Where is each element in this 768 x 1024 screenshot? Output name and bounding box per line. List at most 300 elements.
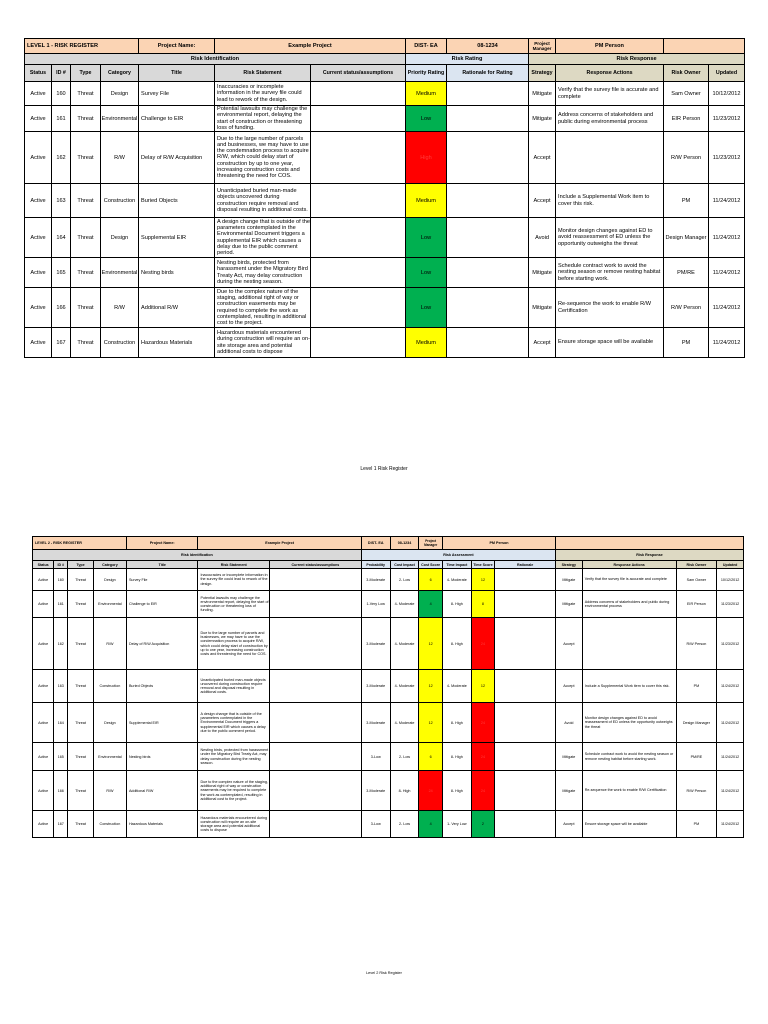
risk-row [25, 132, 745, 184]
owner-cell: EIR Person [676, 591, 717, 618]
updated-cell: 11/23/2012 [717, 618, 744, 670]
header-category: Category [93, 561, 126, 569]
register-title: LEVEL 1 - RISK REGISTER [25, 39, 139, 54]
title-cell: Challenge to EIR [126, 591, 198, 618]
statement-cell: Due to the complex nature of the staging, additional right of way or construction easements may be required to complete the work as contemplated, resulting in additional cost to the project. [198, 771, 270, 811]
header-cost-score: Cost Score [419, 561, 442, 569]
strategy-cell: Mitigate [556, 591, 583, 618]
header-status: Status [33, 561, 54, 569]
id-cell: 160 [54, 569, 68, 591]
time-impact-cell: 8- High [442, 618, 471, 670]
owner-cell: R/W Person [664, 132, 709, 184]
time-impact-cell: 1- Very Low [442, 811, 471, 838]
statement-cell: Due to the complex nature of the staging, additional right of way or construction easements may be required to complete the work as contemplated, resulting in additional cost to the project. [215, 288, 311, 328]
type-cell: Threat [71, 82, 101, 106]
owner-cell: Sam Owner [676, 569, 717, 591]
updated-cell: 10/12/2012 [717, 569, 744, 591]
category-cell: Construction [101, 328, 139, 358]
rationale-cell [495, 618, 556, 670]
updated-cell: 11/24/2012 [717, 670, 744, 703]
category-cell: Design [101, 82, 139, 106]
category-cell: Construction [101, 184, 139, 218]
type-cell: Threat [68, 771, 94, 811]
category-cell: Construction [93, 811, 126, 838]
header-row [25, 65, 745, 82]
risk-row [25, 218, 745, 258]
updated-cell: 11/24/2012 [709, 258, 745, 288]
statement-cell: Unanticipated buried man-made objects uncovered during construction require removal and disposal resulting in additional costs. [215, 184, 311, 218]
cost-score-cell: 12 [419, 618, 442, 670]
current-status-cell [311, 258, 406, 288]
id-cell: 162 [52, 132, 71, 184]
header-current-status-assumptions: Current status/assumptions [311, 65, 406, 82]
response-actions-cell: Include a Supplemental Work item to cover this risk. [582, 670, 676, 703]
time-score-cell: 12 [471, 569, 494, 591]
strategy-cell: Accept [529, 328, 556, 358]
id-cell: 163 [54, 670, 68, 703]
type-cell: Threat [68, 743, 94, 771]
status-cell: Active [33, 811, 54, 838]
category-cell: R/W [93, 618, 126, 670]
statement-cell: Inaccuracies or incomplete information in the survey file could lead to rework of the design. [215, 82, 311, 106]
strategy-cell: Mitigate [556, 569, 583, 591]
id-cell: 166 [52, 288, 71, 328]
response-actions-cell: Ensure storage space will be available [582, 811, 676, 838]
probability-cell: 3-Low [361, 811, 390, 838]
level1-caption: Level 1 Risk Register [360, 466, 408, 472]
status-cell: Active [33, 743, 54, 771]
response-actions-cell: Address concerns of stakeholders and public during environmental process [582, 591, 676, 618]
title-cell: Buried Objects [139, 184, 215, 218]
owner-cell: Design Manager [676, 703, 717, 743]
id-cell: 164 [52, 218, 71, 258]
time-impact-cell: 8- High [442, 591, 471, 618]
rationale-cell [447, 218, 529, 258]
id-cell: 163 [52, 184, 71, 218]
header-time-score: Time Score [471, 561, 494, 569]
id-cell: 167 [54, 811, 68, 838]
current-status-cell [270, 591, 362, 618]
pm-value: PM Person [442, 537, 555, 550]
title-cell: Supplemental EIR [139, 218, 215, 258]
risk-row [33, 743, 744, 771]
current-status-cell [270, 743, 362, 771]
response-actions-cell: Monitor design changes against ED to avoid reassessment of ED unless the opportunity outweighs the threat [556, 218, 664, 258]
strategy-cell: Mitigate [529, 82, 556, 106]
status-cell: Active [25, 258, 52, 288]
rationale-cell [495, 743, 556, 771]
status-cell: Active [33, 569, 54, 591]
title-blank [556, 537, 744, 550]
statement-cell: Due to the large number of parcels and businesses, we may have to use the condemnation process to acquire R/W, which could delay start of construction by up to one year, increasing construction costs and threatening the need for COS. [215, 132, 311, 184]
section-risk-identification: Risk Identification [25, 54, 406, 65]
status-cell: Active [33, 703, 54, 743]
header-time-impact: Time Impact [442, 561, 471, 569]
status-cell: Active [33, 670, 54, 703]
status-cell: Active [33, 618, 54, 670]
type-cell: Threat [71, 288, 101, 328]
statement-cell: Potential lawsuits may challenge the environmental report, delaying the start of construction or threatening loss of funding. [215, 106, 311, 132]
time-impact-cell: 8- High [442, 703, 471, 743]
header-id: ID # [54, 561, 68, 569]
pm-label: Project Manager [529, 39, 556, 54]
current-status-cell [311, 82, 406, 106]
rationale-cell [447, 288, 529, 328]
strategy-cell: Accept [529, 132, 556, 184]
probability-cell: 3-Moderate [361, 771, 390, 811]
title-cell: Delay of R/W Acquisition [139, 132, 215, 184]
updated-cell: 11/24/2012 [709, 288, 745, 328]
type-cell: Threat [71, 258, 101, 288]
rationale-cell [447, 82, 529, 106]
statement-cell: Potential lawsuits may challenge the environmental report, delaying the start of construction or threatening loss of funding. [198, 591, 270, 618]
title-blank [664, 39, 745, 54]
rationale-cell [447, 184, 529, 218]
project-name-label: Project Name: [139, 39, 215, 54]
updated-cell: 11/24/2012 [709, 218, 745, 258]
header-response-actions: Response Actions [556, 65, 664, 82]
statement-cell: Inaccuracies or incomplete information in the survey file could lead to rework of the design. [198, 569, 270, 591]
header-type: Type [68, 561, 94, 569]
strategy-cell: Mitigate [556, 771, 583, 811]
status-cell: Active [25, 218, 52, 258]
section-risk-assessment: Risk Assessment [361, 550, 555, 561]
risk-row [33, 591, 744, 618]
strategy-cell: Avoid [529, 218, 556, 258]
category-cell: Design [101, 218, 139, 258]
header-risk-statement: Risk Statement [215, 65, 311, 82]
statement-cell: Nesting birds, protected from harassment under the Migratory Bird Treaty Act, may delay construction during the nesting season. [215, 258, 311, 288]
type-cell: Threat [71, 218, 101, 258]
time-score-cell: 24 [471, 771, 494, 811]
owner-cell: EIR Person [664, 106, 709, 132]
project-name-label: Project Name: [126, 537, 198, 550]
pm-value: PM Person [556, 39, 664, 54]
header-updated: Updated [717, 561, 744, 569]
risk-row [25, 328, 745, 358]
cost-score-cell: 24 [419, 771, 442, 811]
dist-label: DIST- EA [406, 39, 447, 54]
priority-cell: Medium [406, 82, 447, 106]
current-status-cell [311, 288, 406, 328]
time-impact-cell: 8- High [442, 771, 471, 811]
response-actions-cell: Schedule contract work to avoid the nesting season or remove nesting habitat before starting work. [556, 258, 664, 288]
time-impact-cell: 4- Moderate [442, 569, 471, 591]
status-cell: Active [25, 328, 52, 358]
current-status-cell [311, 218, 406, 258]
statement-cell: Unanticipated buried man-made objects uncovered during construction require removal and disposal resulting in additional costs. [198, 670, 270, 703]
status-cell: Active [25, 184, 52, 218]
updated-cell: 11/24/2012 [717, 743, 744, 771]
header-rationale-for-rating: Rationale for Rating [447, 65, 529, 82]
current-status-cell [270, 670, 362, 703]
risk-row [33, 618, 744, 670]
level1-risk-register-table [24, 38, 745, 358]
strategy-cell: Mitigate [529, 288, 556, 328]
id-cell: 162 [54, 618, 68, 670]
rationale-cell [495, 670, 556, 703]
header-risk-statement: Risk Statement [198, 561, 270, 569]
owner-cell: R/W Person [664, 288, 709, 328]
cost-score-cell: 4 [419, 591, 442, 618]
cost-score-cell: 4 [419, 811, 442, 838]
id-cell: 165 [54, 743, 68, 771]
strategy-cell: Accept [556, 670, 583, 703]
updated-cell: 11/24/2012 [717, 811, 744, 838]
updated-cell: 11/24/2012 [709, 184, 745, 218]
title-cell: Survey File [139, 82, 215, 106]
updated-cell: 11/24/2012 [717, 771, 744, 811]
level1-rows [25, 82, 745, 358]
risk-row [25, 82, 745, 106]
probability-cell: 3-Moderate [361, 618, 390, 670]
header-response-actions: Response Actions [582, 561, 676, 569]
risk-row [25, 184, 745, 218]
header-updated: Updated [709, 65, 745, 82]
header-status: Status [25, 65, 52, 82]
level2-risk-register-table [32, 536, 744, 838]
statement-cell: Due to the large number of parcels and businesses, we may have to use the condemnation process to acquire R/W, which could delay start of construction by up to one year, increasing construction costs and threatening the need for COS. [198, 618, 270, 670]
id-cell: 165 [52, 258, 71, 288]
header-row [33, 561, 744, 569]
response-actions-cell: Re-sequence the work to enable R/W Certification [582, 771, 676, 811]
owner-cell: PM [676, 670, 717, 703]
owner-cell: PM [664, 184, 709, 218]
statement-cell: Hazardous materials encountered during construction will require an on-site storage area and potential additional costs to dispose [215, 328, 311, 358]
response-actions-cell: Address concerns of stakeholders and public during environmental process [556, 106, 664, 132]
statement-cell: Nesting birds, protected from harassment under the Migratory Bird Treaty Act, may delay construction during the nesting season. [198, 743, 270, 771]
title-cell: Nesting birds [126, 743, 198, 771]
current-status-cell [270, 618, 362, 670]
category-cell: Construction [93, 670, 126, 703]
header-current-status-assumptions: Current status/assumptions [270, 561, 362, 569]
dist-label: DIST- EA [361, 537, 390, 550]
cost-score-cell: 12 [419, 670, 442, 703]
cost-impact-cell: 4- Moderate [390, 591, 419, 618]
response-actions-cell: Monitor design changes against ED to avoid reassessment of ED unless the opportunity outweighs the threat [582, 703, 676, 743]
owner-cell: PM [676, 811, 717, 838]
section-risk-identification: Risk Identification [33, 550, 362, 561]
id-cell: 166 [54, 771, 68, 811]
owner-cell: PM [664, 328, 709, 358]
cost-score-cell: 6 [419, 743, 442, 771]
header-priority-rating: Priority Rating [406, 65, 447, 82]
title-cell: Supplemental EIR [126, 703, 198, 743]
type-cell: Threat [68, 703, 94, 743]
category-cell: Environmental [93, 743, 126, 771]
risk-row [33, 771, 744, 811]
risk-row [33, 811, 744, 838]
type-cell: Threat [68, 591, 94, 618]
response-actions-cell [582, 618, 676, 670]
category-cell: Design [93, 703, 126, 743]
level2-caption: Level 2 Risk Register [366, 971, 402, 975]
current-status-cell [270, 703, 362, 743]
updated-cell: 11/23/2012 [709, 106, 745, 132]
register-title: LEVEL 2 - RISK REGISTER [33, 537, 127, 550]
section-risk-response: Risk Response [529, 54, 745, 65]
time-score-cell: 24 [471, 743, 494, 771]
header-strategy: Strategy [529, 65, 556, 82]
project-name: Example Project [198, 537, 361, 550]
probability-cell: 3-Low [361, 743, 390, 771]
id-cell: 167 [52, 328, 71, 358]
title-cell: Challenge to EIR [139, 106, 215, 132]
updated-cell: 11/24/2012 [717, 703, 744, 743]
type-cell: Threat [71, 184, 101, 218]
time-score-cell: 2 [471, 811, 494, 838]
probability-cell: 1-Very Low [361, 591, 390, 618]
cost-impact-cell: 2- Low [390, 811, 419, 838]
time-score-cell: 24 [471, 703, 494, 743]
current-status-cell [311, 132, 406, 184]
owner-cell: PM/RE [676, 743, 717, 771]
type-cell: Threat [68, 569, 94, 591]
updated-cell: 11/23/2012 [717, 591, 744, 618]
cost-impact-cell: 4- Moderate [390, 670, 419, 703]
category-cell: Environmental [101, 106, 139, 132]
rationale-cell [495, 569, 556, 591]
type-cell: Threat [68, 811, 94, 838]
strategy-cell: Mitigate [529, 106, 556, 132]
id-cell: 160 [52, 82, 71, 106]
title-cell: Hazardous Materials [126, 811, 198, 838]
cost-impact-cell: 2- Low [390, 569, 419, 591]
owner-cell: R/W Person [676, 618, 717, 670]
header-risk-owner: Risk Owner [664, 65, 709, 82]
priority-cell: Low [406, 106, 447, 132]
time-impact-cell: 4- Moderate [442, 670, 471, 703]
owner-cell: Sam Owner [664, 82, 709, 106]
time-impact-cell: 8- High [442, 743, 471, 771]
priority-cell: Medium [406, 184, 447, 218]
risk-row [33, 670, 744, 703]
status-cell: Active [33, 771, 54, 811]
strategy-cell: Accept [556, 618, 583, 670]
response-actions-cell: Schedule contract work to avoid the nesting season or remove nesting habitat before starting work. [582, 743, 676, 771]
header-category: Category [101, 65, 139, 82]
status-cell: Active [33, 591, 54, 618]
statement-cell: A design change that is outside of the parameters contemplated in the Environmental Document triggers a supplemental EIR which causes a delay due to the public comment period. [198, 703, 270, 743]
probability-cell: 3-Moderate [361, 569, 390, 591]
id-cell: 161 [52, 106, 71, 132]
owner-cell: PM/RE [664, 258, 709, 288]
category-cell: R/W [101, 288, 139, 328]
updated-cell: 11/24/2012 [709, 328, 745, 358]
statement-cell: A design change that is outside of the parameters contemplated in the Environmental Document triggers a supplemental EIR which causes a delay due to the public comment period. [215, 218, 311, 258]
cost-impact-cell: 8- High [390, 771, 419, 811]
level2-rows [33, 569, 744, 838]
risk-row [33, 569, 744, 591]
response-actions-cell: Ensure storage space will be available [556, 328, 664, 358]
current-status-cell [311, 328, 406, 358]
title-cell: Survey File [126, 569, 198, 591]
title-cell: Additional R/W [139, 288, 215, 328]
current-status-cell [311, 106, 406, 132]
category-cell: R/W [101, 132, 139, 184]
id-cell: 164 [54, 703, 68, 743]
strategy-cell: Avoid [556, 703, 583, 743]
status-cell: Active [25, 82, 52, 106]
category-cell: Design [93, 569, 126, 591]
title-cell: Additional R/W [126, 771, 198, 811]
current-status-cell [270, 811, 362, 838]
rationale-cell [495, 703, 556, 743]
header-rationale: Rationale [495, 561, 556, 569]
status-cell: Active [25, 132, 52, 184]
owner-cell: Design Manager [664, 218, 709, 258]
time-score-cell: 12 [471, 670, 494, 703]
header-title: Title [139, 65, 215, 82]
priority-cell: Low [406, 258, 447, 288]
current-status-cell [270, 569, 362, 591]
risk-row [25, 106, 745, 132]
rationale-cell [495, 771, 556, 811]
dist-value: 08-1234 [390, 537, 419, 550]
strategy-cell: Mitigate [556, 743, 583, 771]
dist-value: 08-1234 [447, 39, 529, 54]
project-name: Example Project [215, 39, 406, 54]
rationale-cell [447, 258, 529, 288]
priority-cell: Low [406, 218, 447, 258]
title-cell: Buried Objects [126, 670, 198, 703]
response-actions-cell: Verify that the survey file is accurate and complete [556, 82, 664, 106]
header-strategy: Strategy [556, 561, 583, 569]
probability-cell: 3-Moderate [361, 703, 390, 743]
header-cost-impact: Cost Impact [390, 561, 419, 569]
priority-cell: Low [406, 288, 447, 328]
header-title: Title [126, 561, 198, 569]
section-risk-rating: Risk Rating [406, 54, 529, 65]
type-cell: Threat [71, 132, 101, 184]
cost-impact-cell: 2- Low [390, 743, 419, 771]
response-actions-cell: Verify that the survey file is accurate and complete [582, 569, 676, 591]
rationale-cell [447, 328, 529, 358]
statement-cell: Hazardous materials encountered during construction will require an on-site storage area and potential additional costs to dispose [198, 811, 270, 838]
strategy-cell: Accept [556, 811, 583, 838]
cost-score-cell: 12 [419, 703, 442, 743]
cost-impact-cell: 4- Moderate [390, 618, 419, 670]
title-cell: Delay of R/W Acquisition [126, 618, 198, 670]
updated-cell: 10/12/2012 [709, 82, 745, 106]
category-cell: Environmental [101, 258, 139, 288]
section-risk-response: Risk Response [556, 550, 744, 561]
current-status-cell [270, 771, 362, 811]
response-actions-cell: Include a Supplemental Work item to cover this risk. [556, 184, 664, 218]
updated-cell: 11/23/2012 [709, 132, 745, 184]
title-cell: Nesting birds [139, 258, 215, 288]
time-score-cell: 8 [471, 591, 494, 618]
header-risk-owner: Risk Owner [676, 561, 717, 569]
probability-cell: 3-Moderate [361, 670, 390, 703]
response-actions-cell [556, 132, 664, 184]
title-cell: Hazardous Materials [139, 328, 215, 358]
risk-row [33, 703, 744, 743]
cost-impact-cell: 4- Moderate [390, 703, 419, 743]
type-cell: Threat [68, 618, 94, 670]
response-actions-cell: Re-sequence the work to enable R/W Certification [556, 288, 664, 328]
pm-label: Project Manager [419, 537, 442, 550]
current-status-cell [311, 184, 406, 218]
header-probability: Probability [361, 561, 390, 569]
cost-score-cell: 6 [419, 569, 442, 591]
type-cell: Threat [71, 106, 101, 132]
type-cell: Threat [71, 328, 101, 358]
risk-row [25, 258, 745, 288]
header-type: Type [71, 65, 101, 82]
time-score-cell: 24 [471, 618, 494, 670]
rationale-cell [495, 811, 556, 838]
